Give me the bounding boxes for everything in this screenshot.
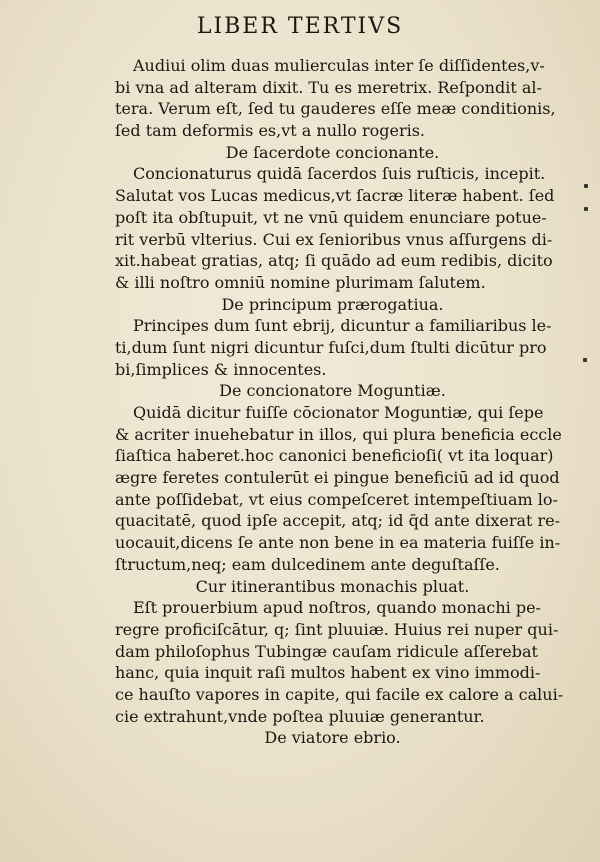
text-line: quacitatē, quod ipſe accepit, atq; id q̄d ante dixerat re- (115, 511, 561, 531)
text-line: xit.habeat gratias, atq; ſi quādo ad eum redibis, dicito (115, 251, 553, 271)
text-line: bi vna ad alteram dixit. Tu es meretrix. Reſpondit al- (115, 77, 542, 97)
section-heading: De viatore ebrio. (264, 728, 401, 748)
text-line: tera. Verum eſt, ſed tu gauderes eſſe meæ conditionis, (115, 99, 556, 119)
text-line: Quidā dicitur fuiſſe cōcionator Moguntiæ, qui ſepe (133, 403, 544, 422)
text-line: regre proficiſcātur, q; ſint pluuiæ. Huius rei nuper qui- (115, 619, 559, 639)
text-line: Concionaturus quidā ſacerdos ſuis ruſticis, incepit. (133, 164, 546, 184)
margin-mark (583, 358, 587, 362)
section-heading: De principum prærogatiua. (221, 294, 444, 314)
text-line: bi,ſimplices & innocentes. (115, 359, 327, 379)
text-line: uocauit,dicens ſe ante non bene in ea materia fuiſſe in- (115, 533, 561, 553)
text-line: ſtructum,neq; eam dulcedinem ante deguſtaſſe. (115, 554, 500, 574)
text-line: ægre feretes contulerūt ei pingue beneficiū ad id quod (115, 468, 560, 488)
text-line: ſiaſtica haberet.hoc canonici beneficioſi( vt ita loquar) (115, 446, 554, 466)
margin-mark (584, 207, 588, 211)
text-line: Eſt prouerbium apud noſtros, quando monachi pe- (133, 598, 541, 618)
text-block (115, 55, 570, 749)
text-line: Principes dum ſunt ebrij, dicuntur a familiaribus le- (133, 316, 552, 336)
text-line: dam philoſophus Tubingæ cauſam ridicule aſſerebat (115, 641, 538, 661)
text-line: poſt ita obſtupuit, vt ne vnū quidem enunciare potue- (115, 207, 547, 227)
text-line: ti,dum ſunt nigri dicuntur fuſci,dum ſtulti dicūtur pro (115, 337, 547, 357)
text-line: ſed tam deformis es,vt a nullo rogeris. (115, 121, 426, 141)
text-line: Audiui olim duas mulierculas inter ſe diſſidentes,v- (133, 56, 545, 75)
text-line: Salutat vos Lucas medicus,vt ſacræ literæ habent. ſed (115, 186, 555, 206)
section-heading: De concionatore Moguntiæ. (219, 381, 446, 401)
text-line: ce hauſto vapores in capite, qui facile ex calore a calui- (115, 684, 564, 704)
section-heading: Cur itinerantibus monachis pluat. (195, 576, 470, 596)
text-line: rit verbū vlterius. Cui ex ſenioribus vnus aſſurgens di- (115, 229, 553, 249)
text-line: cie extrahunt,vnde poſtea pluuiæ generantur. (115, 706, 485, 726)
text-line: hanc, quia inquit raſi multos habent ex vino immodi- (115, 663, 541, 683)
margin-mark (584, 184, 588, 188)
text-line: & illi noſtro omniū nomine plurimam ſalutem. (115, 272, 486, 292)
text-line: & acriter inuehebatur in illos, qui plura beneficia eccle (115, 424, 562, 444)
running-header: LIBER TERTIVS (196, 14, 404, 39)
text-line: ante poſſidebat, vt eius compeſceret intempeſtiuam lo- (115, 489, 558, 509)
section-heading: De ſacerdote concionante. (225, 142, 440, 162)
